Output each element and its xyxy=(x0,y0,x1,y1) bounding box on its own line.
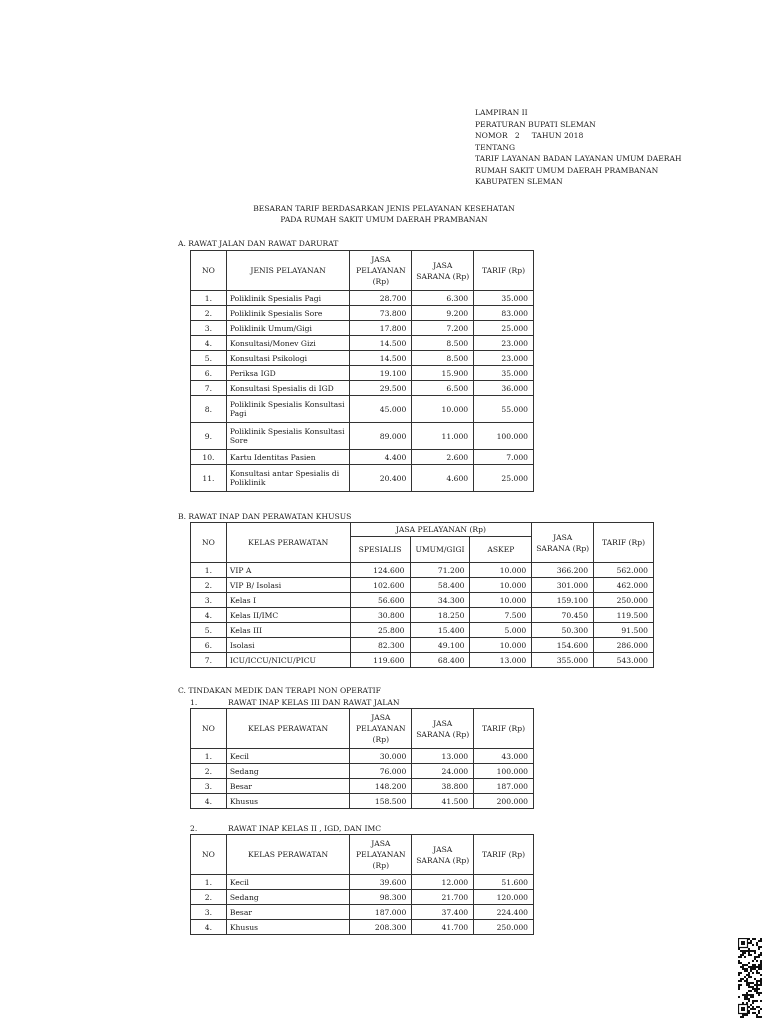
table-cell: 8. xyxy=(191,396,227,423)
col-header: UMUM/GIGI xyxy=(410,537,470,563)
table-cell: 10.000 xyxy=(470,563,532,578)
table-row xyxy=(191,779,534,794)
table-row xyxy=(191,351,534,366)
table-row xyxy=(191,749,534,764)
table-row xyxy=(191,593,654,608)
table-row xyxy=(191,291,534,306)
table-row xyxy=(191,381,534,396)
table-body xyxy=(191,749,534,809)
col-header: JENIS PELAYANAN xyxy=(226,251,350,291)
table-cell: 15.400 xyxy=(410,623,470,638)
table-cell: Poliklinik Spesialis Konsultasi Sore xyxy=(226,423,350,450)
table-row xyxy=(191,764,534,779)
header-line: PERATURAN BUPATI SLEMAN xyxy=(475,119,596,129)
table-row xyxy=(191,423,534,450)
document-header xyxy=(475,107,682,188)
table-cell: 29.500 xyxy=(350,381,412,396)
sub2-number: 2. xyxy=(190,824,198,833)
table-cell: 10.000 xyxy=(470,593,532,608)
table-cell: 11. xyxy=(191,465,227,492)
col-header: JASA PELAYANAN (Rp) xyxy=(350,251,412,291)
col-header-group: JASA PELAYANAN (Rp) xyxy=(350,523,532,537)
table-cell: 119.600 xyxy=(350,653,410,668)
col-header: TARIF (Rp) xyxy=(474,251,534,291)
table-cell: 562.000 xyxy=(594,563,654,578)
table-cell: ICU/ICCU/NICU/PICU xyxy=(226,653,350,668)
table-row xyxy=(191,794,534,809)
col-header: NO xyxy=(191,709,227,749)
table-cell: 19.100 xyxy=(350,366,412,381)
table-body xyxy=(191,875,534,935)
table-cell: 6.500 xyxy=(412,381,474,396)
table-cell: Kelas II/IMC xyxy=(226,608,350,623)
table-cell: 73.800 xyxy=(350,306,412,321)
table-cell: 2.600 xyxy=(412,450,474,465)
table-cell: 4.400 xyxy=(350,450,412,465)
col-header: KELAS PERAWATAN xyxy=(226,835,349,875)
header-line: NOMOR 2 TAHUN 2018 xyxy=(475,131,584,140)
table-cell: Konsultasi Spesialis di IGD xyxy=(226,381,350,396)
table-cell: 8.500 xyxy=(412,351,474,366)
sub1-title: RAWAT INAP KELAS III DAN RAWAT JALAN xyxy=(228,698,400,707)
table-cell: 49.100 xyxy=(410,638,470,653)
sub1-number: 1. xyxy=(190,698,198,707)
table-cell: Poliklinik Spesialis Pagi xyxy=(226,291,350,306)
col-header: JASA PELAYANAN (Rp) xyxy=(350,709,412,749)
table-cell: 224.400 xyxy=(474,905,534,920)
table-cell: 4. xyxy=(191,920,227,935)
table-cell: 41.500 xyxy=(412,794,474,809)
table-cell: VIP A xyxy=(226,563,350,578)
header-line: KABUPATEN SLEMAN xyxy=(475,177,563,186)
table-tindakan-kelas-iii xyxy=(190,708,534,809)
table-cell: 6. xyxy=(191,638,227,653)
table-cell: 13.000 xyxy=(470,653,532,668)
table-cell: Konsultasi Psikologi xyxy=(226,351,350,366)
table-cell: Poliklinik Umum/Gigi xyxy=(226,321,350,336)
table-body xyxy=(191,291,534,492)
table-cell: 10.000 xyxy=(412,396,474,423)
table-cell: 159.100 xyxy=(532,593,594,608)
table-cell: 543.000 xyxy=(594,653,654,668)
table-row xyxy=(191,306,534,321)
table-cell: Periksa IGD xyxy=(226,366,350,381)
table-cell: 158.500 xyxy=(350,794,412,809)
table-cell: Isolasi xyxy=(226,638,350,653)
table-cell: 9. xyxy=(191,423,227,450)
table-row xyxy=(191,563,654,578)
table-cell: 355.000 xyxy=(532,653,594,668)
table-cell: 5.000 xyxy=(470,623,532,638)
col-header: NO xyxy=(191,523,227,563)
table-row xyxy=(191,623,654,638)
table-cell: 1. xyxy=(191,875,227,890)
table-row xyxy=(191,366,534,381)
col-header: TARIF (Rp) xyxy=(594,523,654,563)
table-cell: 10. xyxy=(191,450,227,465)
table-cell: 9.200 xyxy=(412,306,474,321)
table-cell: 12.000 xyxy=(412,875,474,890)
table-cell: 24.000 xyxy=(412,764,474,779)
table-cell: Kecil xyxy=(226,749,349,764)
table-cell: Sedang xyxy=(226,764,349,779)
section-b-title: B. RAWAT INAP DAN PERAWATAN KHUSUS xyxy=(178,512,352,521)
table-cell: 55.000 xyxy=(474,396,534,423)
col-header: SPESIALIS xyxy=(350,537,410,563)
table-cell: Sedang xyxy=(226,890,349,905)
table-cell: 68.400 xyxy=(410,653,470,668)
table-cell: 100.000 xyxy=(474,423,534,450)
table-cell: 25.000 xyxy=(474,321,534,336)
table-cell: 23.000 xyxy=(474,336,534,351)
table-cell: 37.400 xyxy=(412,905,474,920)
table-cell: 30.800 xyxy=(350,608,410,623)
table-cell: 38.800 xyxy=(412,779,474,794)
table-rawat-inap xyxy=(190,522,654,668)
table-cell: 3. xyxy=(191,321,227,336)
table-cell: 70.450 xyxy=(532,608,594,623)
table-cell: 25.800 xyxy=(350,623,410,638)
col-header: JASA PELAYANAN (Rp) xyxy=(350,835,412,875)
table-cell: Konsultasi/Monev Gizi xyxy=(226,336,350,351)
table-cell: 2. xyxy=(191,306,227,321)
title-line-1: BESARAN TARIF BERDASARKAN JENIS PELAYANAN KESEHATAN xyxy=(253,204,515,213)
table-cell: 21.700 xyxy=(412,890,474,905)
table-cell: 8.500 xyxy=(412,336,474,351)
table-cell: 71.200 xyxy=(410,563,470,578)
table-cell: Kartu Identitas Pasien xyxy=(226,450,350,465)
table-cell: 36.000 xyxy=(474,381,534,396)
table-cell: 83.000 xyxy=(474,306,534,321)
table-cell: 250.000 xyxy=(474,920,534,935)
table-row xyxy=(191,465,534,492)
table-cell: 462.000 xyxy=(594,578,654,593)
table-cell: Kelas III xyxy=(226,623,350,638)
table-cell: 1. xyxy=(191,291,227,306)
table-cell: 3. xyxy=(191,905,227,920)
table-row xyxy=(191,336,534,351)
table-cell: Khusus xyxy=(226,920,349,935)
table-cell: 23.000 xyxy=(474,351,534,366)
table-cell: Konsultasi antar Spesialis di Poliklinik xyxy=(226,465,350,492)
table-body xyxy=(191,563,654,668)
table-cell: 7. xyxy=(191,653,227,668)
table-cell: VIP B/ Isolasi xyxy=(226,578,350,593)
table-cell: 17.800 xyxy=(350,321,412,336)
table-cell: 14.500 xyxy=(350,336,412,351)
table-cell: 76.000 xyxy=(350,764,412,779)
table-cell: 34.300 xyxy=(410,593,470,608)
table-cell: 4. xyxy=(191,794,227,809)
table-cell: 98.300 xyxy=(350,890,412,905)
table-cell: 250.000 xyxy=(594,593,654,608)
table-cell: 10.000 xyxy=(470,578,532,593)
table-cell: 4. xyxy=(191,336,227,351)
table-cell: 120.000 xyxy=(474,890,534,905)
table-cell: Besar xyxy=(226,779,349,794)
table-cell: Poliklinik Spesialis Konsultasi Pagi xyxy=(226,396,350,423)
table-cell: 25.000 xyxy=(474,465,534,492)
table-row xyxy=(191,638,654,653)
table-cell: 20.400 xyxy=(350,465,412,492)
col-header: ASKEP xyxy=(470,537,532,563)
table-cell: 45.000 xyxy=(350,396,412,423)
table-row xyxy=(191,875,534,890)
col-header: JASA SARANA (Rp) xyxy=(412,251,474,291)
table-cell: 7. xyxy=(191,381,227,396)
sub2-title: RAWAT INAP KELAS II , IGD, DAN IMC xyxy=(228,824,382,833)
table-cell: 13.000 xyxy=(412,749,474,764)
table-cell: 91.500 xyxy=(594,623,654,638)
table-cell: 35.000 xyxy=(474,366,534,381)
table-cell: 286.000 xyxy=(594,638,654,653)
table-cell: 301.000 xyxy=(532,578,594,593)
header-line: RUMAH SAKIT UMUM DAERAH PRAMBANAN xyxy=(475,165,659,175)
table-row xyxy=(191,450,534,465)
table-cell: 41.700 xyxy=(412,920,474,935)
table-cell: 14.500 xyxy=(350,351,412,366)
table-cell: 6.300 xyxy=(412,291,474,306)
col-header: NO xyxy=(191,251,227,291)
table-cell: 4. xyxy=(191,608,227,623)
table-cell: 102.600 xyxy=(350,578,410,593)
table-cell: 148.200 xyxy=(350,779,412,794)
table-cell: 82.300 xyxy=(350,638,410,653)
table-cell: 15.900 xyxy=(412,366,474,381)
table-cell: Kelas I xyxy=(226,593,350,608)
title-line-2: PADA RUMAH SAKIT UMUM DAERAH PRAMBANAN xyxy=(280,215,488,224)
table-cell: 7.200 xyxy=(412,321,474,336)
header-line: TARIF LAYANAN BADAN LAYANAN UMUM DAERAH xyxy=(475,154,682,163)
col-header: TARIF (Rp) xyxy=(474,835,534,875)
table-cell: 124.600 xyxy=(350,563,410,578)
qr-code-icon xyxy=(738,938,762,1018)
table-row xyxy=(191,321,534,336)
table-cell: 3. xyxy=(191,779,227,794)
section-a-title: A. RAWAT JALAN DAN RAWAT DARURAT xyxy=(178,239,339,248)
table-cell: 154.600 xyxy=(532,638,594,653)
table-cell: 187.000 xyxy=(474,779,534,794)
table-row xyxy=(191,905,534,920)
col-header: JASA SARANA (Rp) xyxy=(532,523,594,563)
table-cell: 89.000 xyxy=(350,423,412,450)
table-cell: 7.000 xyxy=(474,450,534,465)
table-cell: 43.000 xyxy=(474,749,534,764)
col-header: JASA SARANA (Rp) xyxy=(412,835,474,875)
section-c-title: C. TINDAKAN MEDIK DAN TERAPI NON OPERATIF xyxy=(178,686,381,695)
table-cell: 3. xyxy=(191,593,227,608)
table-row xyxy=(191,396,534,423)
col-header: KELAS PERAWATAN xyxy=(226,709,349,749)
table-cell: 200.000 xyxy=(474,794,534,809)
table-cell: 50.300 xyxy=(532,623,594,638)
table-row xyxy=(191,578,654,593)
col-header: JASA SARANA (Rp) xyxy=(412,709,474,749)
table-cell: 10.000 xyxy=(470,638,532,653)
table-row xyxy=(191,920,534,935)
table-cell: 11.000 xyxy=(412,423,474,450)
table-cell: 100.000 xyxy=(474,764,534,779)
table-cell: Kecil xyxy=(226,875,349,890)
col-header: TARIF (Rp) xyxy=(474,709,534,749)
table-row xyxy=(191,653,654,668)
table-cell: Besar xyxy=(226,905,349,920)
table-cell: 5. xyxy=(191,351,227,366)
table-cell: Khusus xyxy=(226,794,349,809)
table-cell: 2. xyxy=(191,764,227,779)
table-cell: 2. xyxy=(191,890,227,905)
table-cell: 4.600 xyxy=(412,465,474,492)
table-row xyxy=(191,890,534,905)
header-line: TENTANG xyxy=(475,142,516,152)
table-tindakan-kelas-ii xyxy=(190,834,534,935)
table-cell: 35.000 xyxy=(474,291,534,306)
table-cell: 7.500 xyxy=(470,608,532,623)
table-row xyxy=(191,608,654,623)
table-cell: 6. xyxy=(191,366,227,381)
table-cell: 28.700 xyxy=(350,291,412,306)
table-cell: 58.400 xyxy=(410,578,470,593)
table-rawat-jalan xyxy=(190,250,534,492)
table-cell: 5. xyxy=(191,623,227,638)
table-cell: 1. xyxy=(191,749,227,764)
document-title xyxy=(0,203,768,225)
table-cell: Poliklinik Spesialis Sore xyxy=(226,306,350,321)
table-cell: 39.600 xyxy=(350,875,412,890)
table-cell: 2. xyxy=(191,578,227,593)
table-cell: 56.600 xyxy=(350,593,410,608)
table-cell: 187.000 xyxy=(350,905,412,920)
table-cell: 18.250 xyxy=(410,608,470,623)
table-cell: 1. xyxy=(191,563,227,578)
table-cell: 119.500 xyxy=(594,608,654,623)
table-cell: 366.200 xyxy=(532,563,594,578)
table-cell: 30.000 xyxy=(350,749,412,764)
table-cell: 208.300 xyxy=(350,920,412,935)
col-header: KELAS PERAWATAN xyxy=(226,523,350,563)
table-cell: 51.600 xyxy=(474,875,534,890)
col-header: NO xyxy=(191,835,227,875)
header-line: LAMPIRAN II xyxy=(475,108,528,117)
